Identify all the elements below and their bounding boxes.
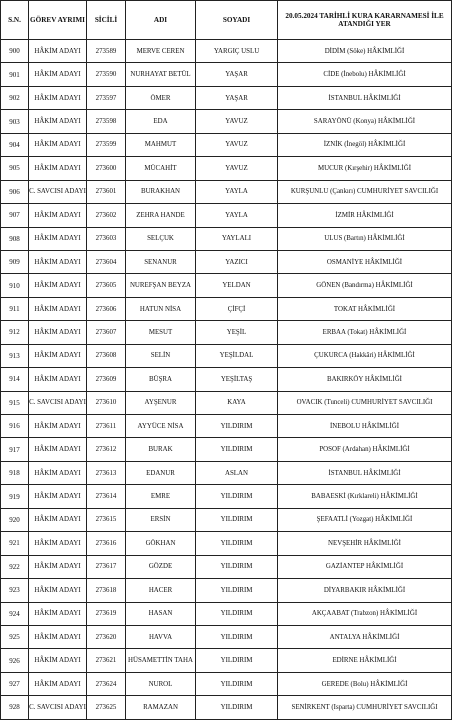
cell-soyadi: YILDIRIM (196, 625, 278, 648)
cell-sn: 918 (1, 461, 29, 484)
cell-adi: GÖZDE (126, 555, 196, 578)
cell-adi: MERVE CEREN (126, 40, 196, 63)
cell-adi: NUREFŞAN BEYZA (126, 274, 196, 297)
table-row (1, 321, 452, 344)
cell-gorev-ayrimi: C. SAVCISI ADAYI (29, 180, 87, 203)
cell-adi: ZEHRA HANDE (126, 204, 196, 227)
cell-sicil: 273590 (87, 63, 126, 86)
cell-sn: 904 (1, 133, 29, 156)
header-gorev-ayrimi: GÖREV AYRIMI (29, 1, 87, 40)
cell-soyadi: YAŞAR (196, 63, 278, 86)
cell-sn: 925 (1, 625, 29, 648)
cell-atandigi-yer: MUCUR (Kırşehir) HÂKİMLİĞİ (278, 157, 452, 180)
cell-atandigi-yer: ÇUKURCA (Hakkâri) HÂKİMLİĞİ (278, 344, 452, 367)
table-row (1, 508, 452, 531)
cell-adi: EDANUR (126, 461, 196, 484)
cell-sicil: 273620 (87, 625, 126, 648)
cell-sicil: 273601 (87, 180, 126, 203)
cell-soyadi: YILDIRIM (196, 672, 278, 695)
cell-sicil: 273616 (87, 532, 126, 555)
cell-sn: 921 (1, 532, 29, 555)
cell-sicil: 273605 (87, 274, 126, 297)
cell-gorev-ayrimi: HÂKİM ADAYI (29, 368, 87, 391)
cell-sn: 911 (1, 297, 29, 320)
cell-sicil: 273621 (87, 649, 126, 672)
cell-soyadi: YILDIRIM (196, 579, 278, 602)
cell-gorev-ayrimi: HÂKİM ADAYI (29, 508, 87, 531)
cell-adi: MESUT (126, 321, 196, 344)
cell-soyadi: KAYA (196, 391, 278, 414)
cell-atandigi-yer: TOKAT HÂKİMLİĞİ (278, 297, 452, 320)
cell-atandigi-yer: CİDE (İnebolu) HÂKİMLİĞİ (278, 63, 452, 86)
cell-soyadi: ASLAN (196, 461, 278, 484)
cell-soyadi: YELDAN (196, 274, 278, 297)
cell-sn: 907 (1, 204, 29, 227)
cell-gorev-ayrimi: HÂKİM ADAYI (29, 579, 87, 602)
cell-atandigi-yer: İSTANBUL HÂKİMLİĞİ (278, 461, 452, 484)
table-row (1, 250, 452, 273)
cell-adi: BÜŞRA (126, 368, 196, 391)
cell-adi: MÜCAHİT (126, 157, 196, 180)
cell-adi: RAMAZAN (126, 696, 196, 719)
table-row (1, 415, 452, 438)
table-row (1, 297, 452, 320)
cell-sicil: 273610 (87, 391, 126, 414)
cell-sn: 914 (1, 368, 29, 391)
table-row (1, 555, 452, 578)
cell-adi: NUROL (126, 672, 196, 695)
cell-gorev-ayrimi: C. SAVCISI ADAYI (29, 391, 87, 414)
table-row (1, 461, 452, 484)
cell-atandigi-yer: ERBAA (Tokat) HÂKİMLİĞİ (278, 321, 452, 344)
cell-atandigi-yer: İZNİK (İnegöl) HÂKİMLİĞİ (278, 133, 452, 156)
table-row (1, 649, 452, 672)
cell-sicil: 273597 (87, 86, 126, 109)
cell-soyadi: YAVUZ (196, 133, 278, 156)
cell-adi: HACER (126, 579, 196, 602)
cell-sn: 903 (1, 110, 29, 133)
cell-atandigi-yer: GÖNEN (Bandırma) HÂKİMLİĞİ (278, 274, 452, 297)
cell-gorev-ayrimi: C. SAVCISI ADAYI (29, 696, 87, 719)
cell-gorev-ayrimi: HÂKİM ADAYI (29, 532, 87, 555)
cell-sicil: 273600 (87, 157, 126, 180)
cell-soyadi: YILDIRIM (196, 649, 278, 672)
header-soyadi: SOYADI (196, 1, 278, 40)
cell-soyadi: YILDIRIM (196, 485, 278, 508)
cell-sicil: 273624 (87, 672, 126, 695)
cell-sicil: 273611 (87, 415, 126, 438)
cell-sn: 910 (1, 274, 29, 297)
cell-soyadi: YEŞİL (196, 321, 278, 344)
cell-adi: HATUN NİSA (126, 297, 196, 320)
cell-sn: 902 (1, 86, 29, 109)
cell-sicil: 273604 (87, 250, 126, 273)
cell-sicil: 273609 (87, 368, 126, 391)
cell-sicil: 273618 (87, 579, 126, 602)
cell-gorev-ayrimi: HÂKİM ADAYI (29, 227, 87, 250)
cell-sn: 927 (1, 672, 29, 695)
cell-soyadi: YAVUZ (196, 110, 278, 133)
cell-adi: SELÇUK (126, 227, 196, 250)
cell-adi: HÜSAMETTİN TAHA (126, 649, 196, 672)
cell-gorev-ayrimi: HÂKİM ADAYI (29, 672, 87, 695)
cell-sicil: 273625 (87, 696, 126, 719)
cell-adi: HAVVA (126, 625, 196, 648)
table-row (1, 110, 452, 133)
cell-soyadi: YEŞİLDAL (196, 344, 278, 367)
cell-gorev-ayrimi: HÂKİM ADAYI (29, 204, 87, 227)
cell-soyadi: YAYLA (196, 204, 278, 227)
cell-sicil: 273599 (87, 133, 126, 156)
cell-gorev-ayrimi: HÂKİM ADAYI (29, 110, 87, 133)
cell-gorev-ayrimi: HÂKİM ADAYI (29, 649, 87, 672)
cell-sicil: 273606 (87, 297, 126, 320)
cell-adi: HASAN (126, 602, 196, 625)
cell-gorev-ayrimi: HÂKİM ADAYI (29, 438, 87, 461)
cell-atandigi-yer: SENİRKENT (Isparta) CUMHURİYET SAVCILIĞI (278, 696, 452, 719)
table-body (1, 40, 452, 720)
table-row (1, 133, 452, 156)
cell-gorev-ayrimi: HÂKİM ADAYI (29, 297, 87, 320)
cell-gorev-ayrimi: HÂKİM ADAYI (29, 344, 87, 367)
cell-soyadi: YAZICI (196, 250, 278, 273)
cell-gorev-ayrimi: HÂKİM ADAYI (29, 555, 87, 578)
cell-sicil: 273612 (87, 438, 126, 461)
cell-adi: BURAKHAN (126, 180, 196, 203)
cell-soyadi: YEŞİLTAŞ (196, 368, 278, 391)
cell-atandigi-yer: KURŞUNLU (Çankırı) CUMHURİYET SAVCILIĞI (278, 180, 452, 203)
cell-sn: 917 (1, 438, 29, 461)
cell-soyadi: YAYLA (196, 180, 278, 203)
cell-atandigi-yer: GEREDE (Bolu) HÂKİMLİĞİ (278, 672, 452, 695)
cell-atandigi-yer: SARAYÖNÜ (Konya) HÂKİMLİĞİ (278, 110, 452, 133)
cell-sicil: 273598 (87, 110, 126, 133)
cell-sn: 924 (1, 602, 29, 625)
cell-adi: GÖKHAN (126, 532, 196, 555)
cell-sn: 922 (1, 555, 29, 578)
cell-soyadi: YILDIRIM (196, 415, 278, 438)
table-row (1, 180, 452, 203)
cell-soyadi: YILDIRIM (196, 696, 278, 719)
cell-atandigi-yer: BABAESKİ (Kırklareli) HÂKİMLİĞİ (278, 485, 452, 508)
cell-adi: SENANUR (126, 250, 196, 273)
table-row (1, 40, 452, 63)
cell-soyadi: YILDIRIM (196, 555, 278, 578)
table-row (1, 391, 452, 414)
header-sn: S.N. (1, 1, 29, 40)
table-row (1, 204, 452, 227)
cell-soyadi: YILDIRIM (196, 602, 278, 625)
cell-sn: 912 (1, 321, 29, 344)
cell-adi: EMRE (126, 485, 196, 508)
cell-atandigi-yer: ANTALYA HÂKİMLİĞİ (278, 625, 452, 648)
cell-soyadi: YILDIRIM (196, 508, 278, 531)
cell-sicil: 273619 (87, 602, 126, 625)
table-row (1, 274, 452, 297)
cell-sn: 913 (1, 344, 29, 367)
cell-atandigi-yer: AKÇAABAT (Trabzon) HÂKİMLİĞİ (278, 602, 452, 625)
cell-soyadi: ÇİFÇİ (196, 297, 278, 320)
cell-soyadi: YARGIÇ USLU (196, 40, 278, 63)
cell-gorev-ayrimi: HÂKİM ADAYI (29, 602, 87, 625)
cell-soyadi: YILDIRIM (196, 438, 278, 461)
cell-atandigi-yer: İNEBOLU HÂKİMLİĞİ (278, 415, 452, 438)
cell-adi: ÖMER (126, 86, 196, 109)
table-row (1, 63, 452, 86)
cell-sicil: 273613 (87, 461, 126, 484)
cell-gorev-ayrimi: HÂKİM ADAYI (29, 86, 87, 109)
cell-sicil: 273589 (87, 40, 126, 63)
cell-atandigi-yer: NEVŞEHİR HÂKİMLİĞİ (278, 532, 452, 555)
cell-sn: 915 (1, 391, 29, 414)
table-row (1, 438, 452, 461)
table-row (1, 368, 452, 391)
cell-atandigi-yer: İZMİR HÂKİMLİĞİ (278, 204, 452, 227)
cell-atandigi-yer: BAKIRKÖY HÂKİMLİĞİ (278, 368, 452, 391)
cell-adi: AYŞENUR (126, 391, 196, 414)
table-row (1, 485, 452, 508)
table-row (1, 227, 452, 250)
cell-atandigi-yer: GAZİANTEP HÂKİMLİĞİ (278, 555, 452, 578)
cell-atandigi-yer: ŞEFAATLİ (Yozgat) HÂKİMLİĞİ (278, 508, 452, 531)
cell-soyadi: YAYLALI (196, 227, 278, 250)
cell-sicil: 273607 (87, 321, 126, 344)
cell-adi: ERSİN (126, 508, 196, 531)
table-row (1, 532, 452, 555)
cell-sicil: 273614 (87, 485, 126, 508)
table-row (1, 86, 452, 109)
cell-sn: 920 (1, 508, 29, 531)
cell-gorev-ayrimi: HÂKİM ADAYI (29, 321, 87, 344)
cell-atandigi-yer: DİDİM (Söke) HÂKİMLİĞİ (278, 40, 452, 63)
table-row (1, 602, 452, 625)
header-atandigi-yer: 20.05.2024 TARİHLİ KURA KARARNAMESİ İLE ATANDIĞI YER (278, 1, 452, 40)
cell-sn: 908 (1, 227, 29, 250)
cell-sicil: 273615 (87, 508, 126, 531)
table-row (1, 157, 452, 180)
cell-soyadi: YAVUZ (196, 157, 278, 180)
table-row (1, 344, 452, 367)
cell-soyadi: YAŞAR (196, 86, 278, 109)
cell-sn: 909 (1, 250, 29, 273)
cell-gorev-ayrimi: HÂKİM ADAYI (29, 415, 87, 438)
table-header-row (1, 1, 452, 40)
table-row (1, 579, 452, 602)
cell-sn: 916 (1, 415, 29, 438)
cell-gorev-ayrimi: HÂKİM ADAYI (29, 40, 87, 63)
cell-sicil: 273602 (87, 204, 126, 227)
cell-adi: MAHMUT (126, 133, 196, 156)
cell-atandigi-yer: EDİRNE HÂKİMLİĞİ (278, 649, 452, 672)
cell-gorev-ayrimi: HÂKİM ADAYI (29, 485, 87, 508)
cell-gorev-ayrimi: HÂKİM ADAYI (29, 250, 87, 273)
cell-sn: 906 (1, 180, 29, 203)
cell-atandigi-yer: POSOF (Ardahan) HÂKİMLİĞİ (278, 438, 452, 461)
cell-adi: BURAK (126, 438, 196, 461)
cell-gorev-ayrimi: HÂKİM ADAYI (29, 157, 87, 180)
cell-sn: 919 (1, 485, 29, 508)
cell-adi: SELİN (126, 344, 196, 367)
cell-gorev-ayrimi: HÂKİM ADAYI (29, 133, 87, 156)
cell-sicil: 273603 (87, 227, 126, 250)
table-row (1, 696, 452, 719)
cell-sn: 928 (1, 696, 29, 719)
cell-gorev-ayrimi: HÂKİM ADAYI (29, 63, 87, 86)
header-sicil: SİCİLİ (87, 1, 126, 40)
cell-sn: 905 (1, 157, 29, 180)
cell-adi: NURHAYAT BETÜL (126, 63, 196, 86)
cell-sn: 926 (1, 649, 29, 672)
cell-sn: 901 (1, 63, 29, 86)
cell-adi: EDA (126, 110, 196, 133)
cell-atandigi-yer: OSMANİYE HÂKİMLİĞİ (278, 250, 452, 273)
cell-gorev-ayrimi: HÂKİM ADAYI (29, 461, 87, 484)
cell-soyadi: YILDIRIM (196, 532, 278, 555)
cell-atandigi-yer: OVACIK (Tunceli) CUMHURİYET SAVCILIĞI (278, 391, 452, 414)
cell-atandigi-yer: İSTANBUL HÂKİMLİĞİ (278, 86, 452, 109)
cell-sicil: 273608 (87, 344, 126, 367)
cell-adi: AYYÜCE NİSA (126, 415, 196, 438)
cell-gorev-ayrimi: HÂKİM ADAYI (29, 625, 87, 648)
header-adi: ADI (126, 1, 196, 40)
cell-sicil: 273617 (87, 555, 126, 578)
table-row (1, 672, 452, 695)
cell-sn: 900 (1, 40, 29, 63)
cell-gorev-ayrimi: HÂKİM ADAYI (29, 274, 87, 297)
cell-sn: 923 (1, 579, 29, 602)
table-row (1, 625, 452, 648)
cell-atandigi-yer: DİYARBAKIR HÂKİMLİĞİ (278, 579, 452, 602)
cell-atandigi-yer: ULUS (Bartın) HÂKİMLİĞİ (278, 227, 452, 250)
